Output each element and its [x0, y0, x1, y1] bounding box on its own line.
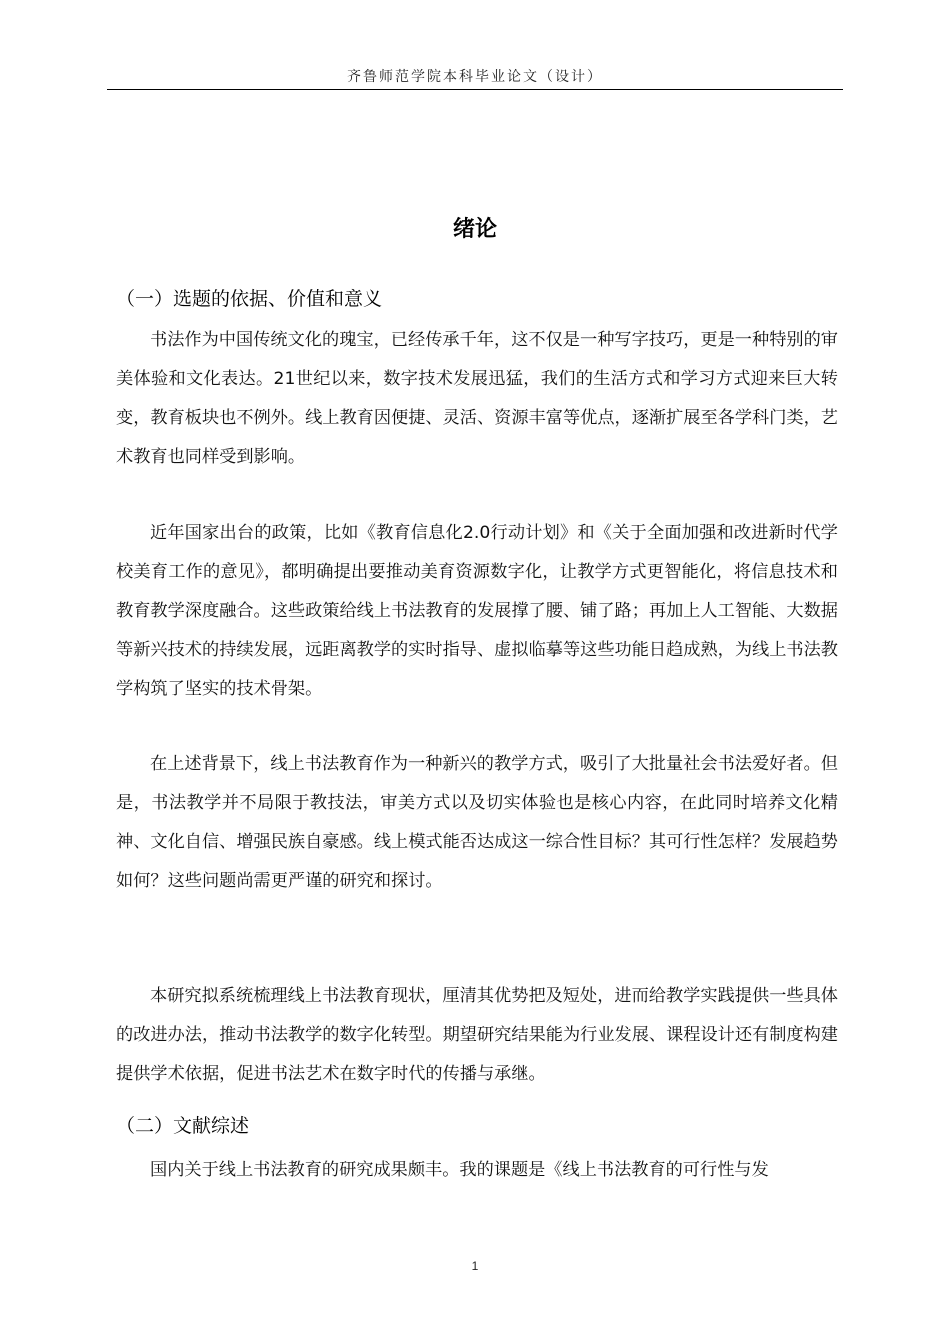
paragraph-1: 书法作为中国传统文化的瑰宝，已经传承千年，这不仅是一种写字技巧，更是一种特别的审美体验和文化表达。21世纪以来，数字技术发展迅猛，我们的生活方式和学习方式迎来巨大转变，教育板块也不例外。线上教育因便捷、灵活、资源丰富等优点，逐渐扩展至各学科门类，艺术教育也同样受到影响。: [116, 330, 838, 467]
section-heading-2: （二）文献综述: [116, 1115, 250, 1137]
header-rule: [107, 89, 843, 90]
paragraph-5: 国内关于线上书法教育的研究成果颇丰。我的课题是《线上书法教育的可行性与发: [150, 1160, 769, 1180]
page-number: 1: [471, 1259, 479, 1273]
running-header: 齐鲁师范学院本科毕业论文（设计）: [347, 69, 603, 85]
paragraph-4: 本研究拟系统梳理线上书法教育现状，厘清其优势把及短处，进而给教学实践提供一些具体的改进办法，推动书法教学的数字化转型。期望研究结果能为行业发展、课程设计还有制度构建提供学术依据，促进书法艺术在数字时代的传播与承继。: [116, 986, 838, 1084]
chapter-title: 绪论: [452, 217, 497, 242]
paragraph-2: 近年国家出台的政策，比如《教育信息化2.0行动计划》和《关于全面加强和改进新时代学校美育工作的意见》，都明确提出要推动美育资源数字化，让教学方式更智能化，将信息技术和教育教学深度融合。这些政策给线上书法教育的发展撑了腰、铺了路；再加上人工智能、大数据等新兴技术的持续发展，远距离教学的实时指导、虚拟临摹等这些功能日趋成熟，为线上书法教学构筑了坚实的技术骨架。: [116, 523, 838, 699]
paragraph-3: 在上述背景下，线上书法教育作为一种新兴的教学方式，吸引了大批量社会书法爱好者。但是，书法教学并不局限于教技法，审美方式以及切实体验也是核心内容，在此同时培养文化精神、文化自信、增强民族自豪感。线上模式能否达成这一综合性目标？其可行性怎样？发展趋势如何？这些问题尚需更严谨的研究和探讨。: [116, 754, 838, 891]
section-heading-1: （一）选题的依据、价值和意义: [116, 288, 383, 310]
